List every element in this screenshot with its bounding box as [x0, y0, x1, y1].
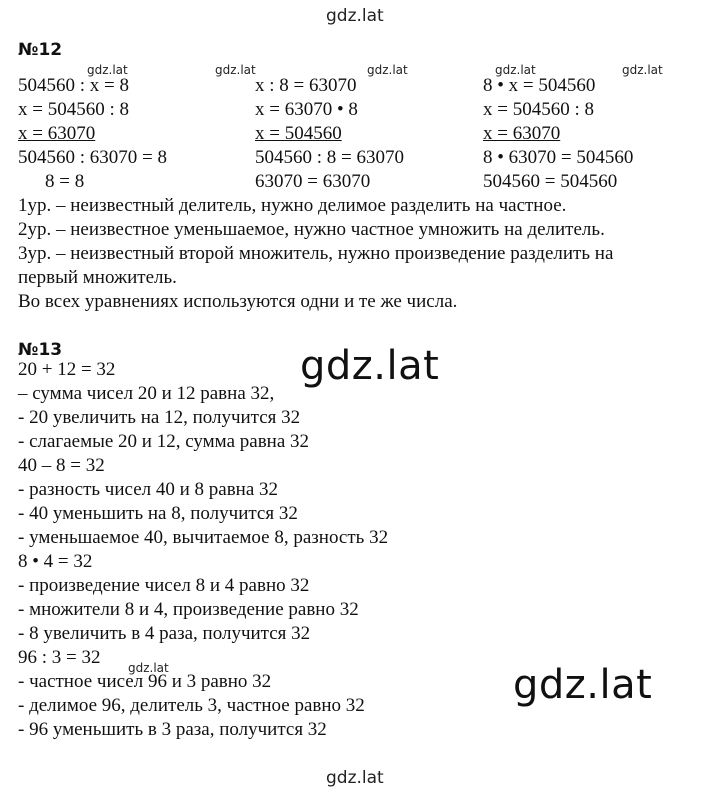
eq3-line: 8 • x = 504560 [483, 75, 596, 96]
note-line: Во всех уравнениях используются одни и те же числа. [18, 291, 458, 312]
eq3-answer: x = 63070 [483, 123, 561, 144]
eq2-check: 504560 : 8 = 63070 [255, 147, 404, 168]
eq3-check: 8 • 63070 = 504560 [483, 147, 634, 168]
watermark-bottom: gdz.lat [326, 768, 384, 788]
task13-line: - частное чисел 96 и 3 равно 32 [18, 671, 272, 692]
eq1-answer: x = 63070 [18, 123, 96, 144]
task12-notes [18, 194, 613, 314]
task13-line: 96 : 3 = 32 [18, 647, 101, 668]
task13-line: 8 • 4 = 32 [18, 551, 93, 572]
task13-line: - делимое 96, делитель 3, частное равно 32 [18, 695, 365, 716]
watermark-small: gdz.lat [495, 63, 536, 77]
eq1-check-result: 8 = 8 [45, 171, 85, 192]
task13-heading: №13 [18, 340, 63, 360]
task13-line: - слагаемые 20 и 12, сумма равна 32 [18, 431, 310, 452]
task13-line: 20 + 12 = 32 [18, 359, 116, 380]
eq3-line: x = 504560 : 8 [483, 99, 594, 120]
eq2-line: x = 63070 • 8 [255, 99, 358, 120]
task13-line: - разность чисел 40 и 8 равна 32 [18, 479, 279, 500]
watermark-small: gdz.lat [215, 63, 256, 77]
task12-equation-2 [255, 74, 404, 194]
task13-line: 40 – 8 = 32 [18, 455, 105, 476]
eq1-line: 504560 : x = 8 [18, 75, 129, 96]
watermark-small: gdz.lat [87, 63, 128, 77]
task13-line: - 8 увеличить в 4 раза, получится 32 [18, 623, 311, 644]
note-line: 1ур. – неизвестный делитель, нужно делимое разделить на частное. [18, 195, 567, 216]
watermark-top: gdz.lat [326, 6, 384, 26]
watermark-large: gdz.lat [300, 343, 440, 389]
eq2-answer: x = 504560 [255, 123, 342, 144]
task12-equation-1 [18, 74, 167, 194]
watermark-small: gdz.lat [622, 63, 663, 77]
watermark-large: gdz.lat [513, 662, 653, 708]
watermark-small: gdz.lat [367, 63, 408, 77]
watermark-small: gdz.lat [128, 661, 169, 675]
task13-line: - 40 уменьшить на 8, получится 32 [18, 503, 298, 524]
eq1-check: 504560 : 63070 = 8 [18, 147, 167, 168]
task13-line: - уменьшаемое 40, вычитаемое 8, разность 32 [18, 527, 389, 548]
task13-line: - 20 увеличить на 12, получится 32 [18, 407, 301, 428]
task12-equation-3 [483, 74, 633, 194]
note-line: 2ур. – неизвестное уменьшаемое, нужно частное умножить на делитель. [18, 219, 605, 240]
note-line: 3ур. – неизвестный второй множитель, нужно произведение разделить на [18, 243, 614, 264]
eq1-line: x = 504560 : 8 [18, 99, 129, 120]
eq2-check-result: 63070 = 63070 [255, 171, 371, 192]
task12-heading: №12 [18, 40, 63, 60]
eq2-line: x : 8 = 63070 [255, 75, 357, 96]
note-line: первый множитель. [18, 267, 177, 288]
eq3-check-result: 504560 = 504560 [483, 171, 618, 192]
task13-line: - произведение чисел 8 и 4 равно 32 [18, 575, 310, 596]
task13-line: - множители 8 и 4, произведение равно 32 [18, 599, 359, 620]
task13-line: – сумма чисел 20 и 12 равна 32, [18, 383, 275, 404]
task13-line: - 96 уменьшить в 3 раза, получится 32 [18, 719, 327, 740]
task13-lines [18, 358, 388, 742]
